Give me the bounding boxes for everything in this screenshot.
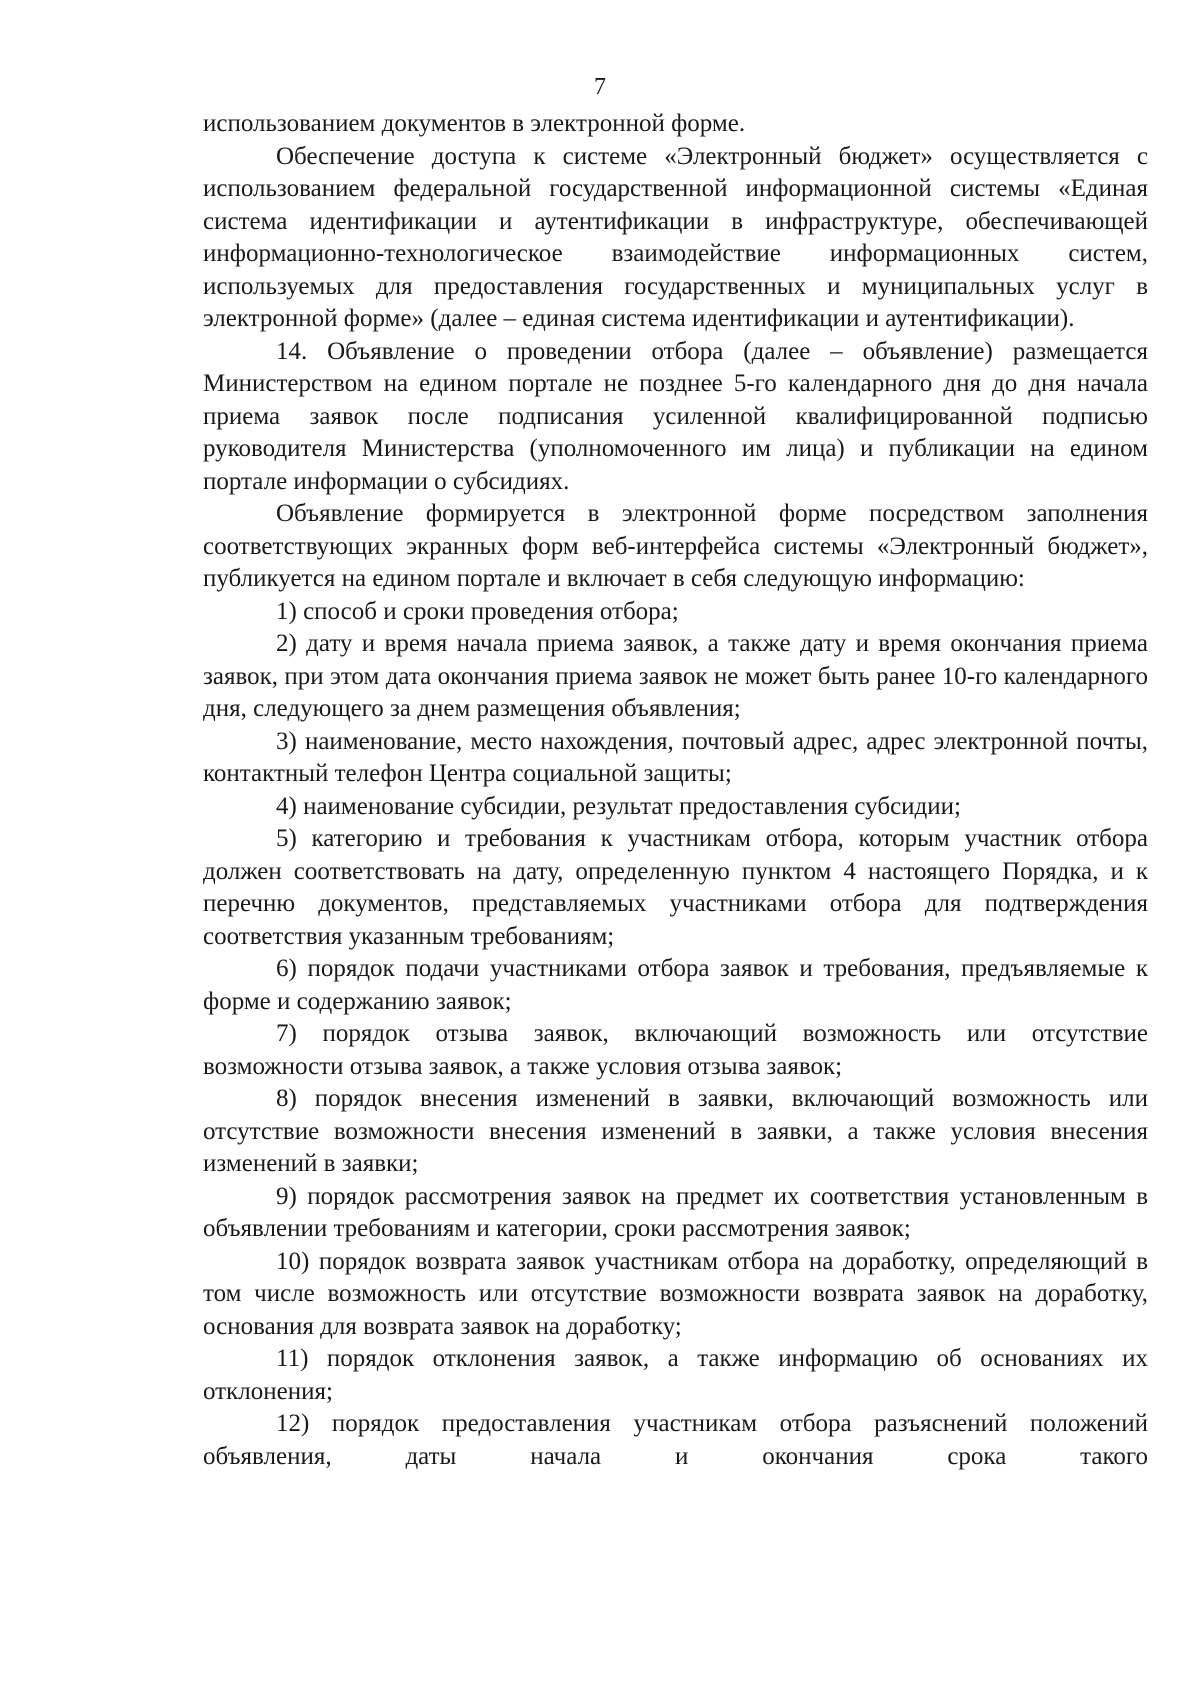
paragraph-14: 14. Объявление о проведении отбора (далее – объявление) размещается Министерством на едином портале не позднее 5-го календарного дня до дня начала приема заявок после подписания усиленной квалифицированной подписью руководителя Министерства (уполномоченного им лица) и публикации на едином портале информации о субсидиях.	[203, 337, 1148, 495]
list-item-4: 4) наименование субсидии, результат предоставления субсидии;	[276, 792, 961, 820]
list-item-10: 10) порядок возврата заявок участникам отбора на доработку, определяющий в том числе возможность или отсутствие возможности возврата заявок на доработку, основания для возврата заявок на доработку;	[203, 1247, 1148, 1340]
list-item-7: 7) порядок отзыва заявок, включающий возможность или отсутствие возможности отзыва заявок, а также условия отзыва заявок;	[203, 1020, 1148, 1080]
list-item-8: 8) порядок внесения изменений в заявки, включающий возможность или отсутствие возможности внесения изменений в заявки, а также условия внесения изменений в заявки;	[203, 1085, 1148, 1177]
paragraph-access: Обеспечение доступа к системе «Электронный бюджет» осуществляется с использованием федеральной государственной информационной системы «Единая система идентификации и аутентификации в инфраструктуре, обеспечивающей информационно-технологическое взаимодействие информационных систем, используемых для предоставления государственных и муниципальных услуг в электронной форме» (далее – единая система идентификации и аутентификации).	[203, 142, 1148, 332]
list-item-12: 12) порядок предоставления участникам отбора разъяснений положений объявления, даты начала и окончания срока такого	[203, 1410, 1148, 1470]
paragraph-announcement: Объявление формируется в электронной форме посредством заполнения соответствующих экранных форм веб-интерфейса системы «Электронный бюджет», публикуется на едином портале и включает в себя следующую информацию:	[203, 500, 1148, 592]
document-body	[203, 108, 1148, 1473]
page-number: 7	[594, 74, 606, 100]
list-item-1: 1) способ и сроки проведения отбора;	[276, 597, 679, 625]
list-item-6: 6) порядок подачи участниками отбора заявок и требования, предъявляемые к форме и содержанию заявок;	[203, 955, 1148, 1015]
list-item-3: 3) наименование, место нахождения, почтовый адрес, адрес электронной почты, контактный телефон Центра социальной защиты;	[203, 727, 1148, 787]
list-item-9: 9) порядок рассмотрения заявок на предмет их соответствия установленным в объявлении требованиям и категории, сроки рассмотрения заявок;	[203, 1182, 1148, 1242]
list-item-5: 5) категорию и требования к участникам отбора, которым участник отбора должен соответствовать на дату, определенную пунктом 4 настоящего Порядка, и к перечню документов, представляемых участниками отбора для подтверждения соответствия указанным требованиям;	[203, 825, 1148, 950]
list-item-11: 11) порядок отклонения заявок, а также информацию об основаниях их отклонения;	[203, 1345, 1148, 1405]
list-item-2: 2) дату и время начала приема заявок, а также дату и время окончания приема заявок, при этом дата окончания приема заявок не может быть ранее 10-го календарного дня, следующего за днем размещения объявления;	[203, 630, 1148, 722]
paragraph-continuation: использованием документов в электронной форме.	[203, 110, 746, 137]
